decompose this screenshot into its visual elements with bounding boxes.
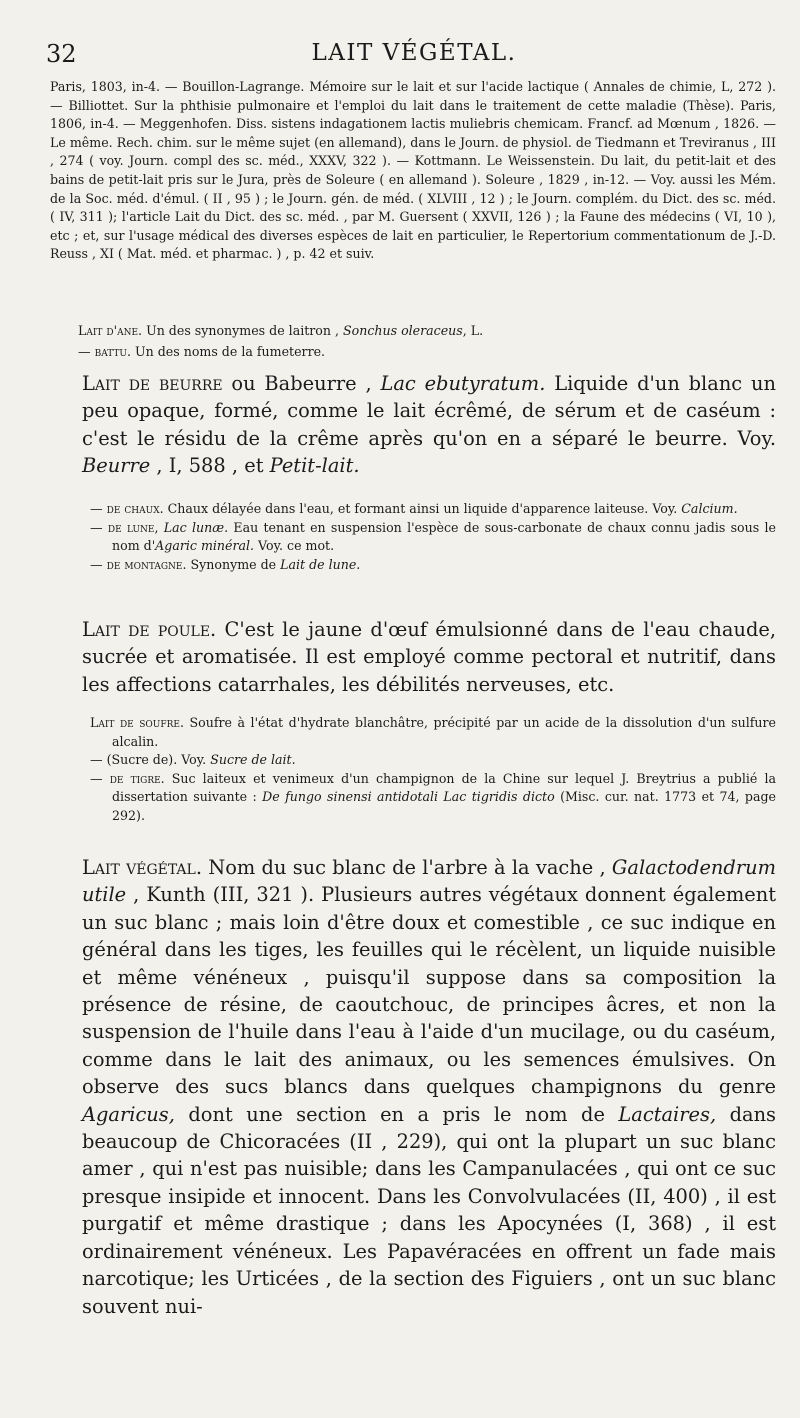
entry-lait-de-soufre: Lait de soufre. Soufre à l'état d'hydrate blanchâtre, précipité par un acide de la dissolution d'un sulfure alcalin. bbox=[90, 715, 776, 749]
entry-de-montagne: — de montagne. Synonyme de Lait de lune. bbox=[90, 556, 361, 572]
entry-battu: — battu. Un des noms de la fumeterre. bbox=[78, 343, 326, 359]
entry-head: Lait de beurre bbox=[82, 372, 223, 395]
page-header bbox=[46, 40, 782, 74]
entry-sucre-de: — (Sucre de). Voy. Sucre de lait. bbox=[90, 752, 296, 768]
bibliography-block bbox=[50, 78, 776, 264]
entry-de-lune: — de lune, Lac lunæ. Eau tenant en suspension l'espèce de sous-carbonate de chaux connu jadis sous le nom d'Agaric minéral. Voy. ce mot. bbox=[90, 519, 776, 554]
entry-head: Lait d'ane. bbox=[78, 323, 143, 338]
entry-head: Lait de poule. bbox=[82, 618, 217, 641]
entry-lait-de-beurre: Lait de beurre ou Babeurre , Lac ebutyratum. Liquide d'un blanc un peu opaque, formé, comme le lait écrêmé, de sérum et de caséum : c'est le résidu de la crême après qu'on en a séparé le beurre. Voy. Beurre , I, 588 , et Petit-lait. bbox=[82, 372, 776, 478]
entry-de-chaux: — de chaux. Chaux délayée dans l'eau, et formant ainsi un liquide d'apparence laiteuse. Voy. Calcium. bbox=[90, 501, 738, 516]
entry-variants-block-1 bbox=[90, 500, 776, 574]
entry-variants-block-2 bbox=[90, 714, 776, 826]
entry-de-tigre: — de tigre. Suc laiteux et venimeux d'un champignon de la Chine sur lequel J. Breytrius a publié la dissertation suivante : De fungo sinensi antidotali Lac tigridis dicto (Misc. cur. nat. 1773 et 74, page 292). bbox=[90, 770, 777, 823]
running-title: LAIT VÉGÉTAL. bbox=[311, 40, 517, 66]
page-number: 32 bbox=[46, 40, 77, 68]
bibliography-text: Paris, 1803, in-4. — Bouillon-Lagrange. Mémoire sur le lait et sur l'acide lactique ( Annales de chimie, L, 272 ). — Billiottet. Sur la phthisie pulmonaire et l'emploi du lait dans le traitement de cette maladie (Thèse). Paris, 1806, in-4. — Meggenhofen. Diss. sistens indagationem lactis muliebris chemicam. Francf. ad Mœnum , 1826. — Le même. Rech. chim. sur le même sujet (en allemand), dans le Journ. de physiol. de Tiedmann et Treviranus , III , 274 ( voy. Journ. compl des sc. méd., XXXV, 322 ). — Kottmann. Le Weissenstein. Du lait, du petit-lait et des bains de petit-lait pris sur le Jura, près de Soleure ( en allemand ). Soleure , 1829 , in-12. — Voy. aussi les Mém. de la Soc. méd. d'émul. ( II , 95 ) ; le Journ. gén. de méd. ( XLVIII , 12 ) ; le Journ. complém. du Dict. des sc. méd. ( IV, 311 ); l'article Lait du Dict. des sc. méd. , par M. Guersent ( XXVII, 126 ) ; la Faune des médecins ( VI, 10 ), etc ; et, sur l'usage médical des diverses espèces de lait en particulier, le Repertorium commentationum de J.-D. Reuss , XI ( Mat. méd. et pharmac. ) , p. 42 et suiv. bbox=[50, 79, 776, 262]
entry-lait-de-poule: Lait de poule. C'est le jaune d'œuf émulsionné dans de l'eau chaude, sucrée et aromatisée. Il est employé comme pectoral et nutritif, dans les affections catarrhales, les débilités nerveuses, etc. bbox=[82, 618, 776, 696]
entry-lait-vegetal: Lait végétal. Nom du suc blanc de l'arbre à la vache , Galactodendrum utile , Kunth (III, 321 ). Plusieurs autres végétaux donnent également un suc blanc ; mais loin d'être doux et comestible , ce suc indique en général dans les tiges, les feuilles qui le récèlent, un liquide nuisible et même vénéneux , puisqu'il suppose dans sa composition la présence de résine, de caoutchouc, de principes âcres, et non la suspension de l'huile dans l'eau à l'aide d'un mucilage, ou du caséum, comme dans le lait des animaux, ou les semences émulsives. On observe des sucs blancs dans quelques champignons du genre Agaricus, dont une section en a pris le nom de Lactaires, dans beaucoup de Chicoracées (II , 229), qui ont la plupart un suc blanc amer , qui n'est pas nuisible; dans les Campanulacées , qui ont ce suc presque insipide et innocent. Dans les Convolvulacées (II, 400) , il est purgatif et même drastique ; dans les Apocynées (I, 368) , il est ordinairement vénéneux. Les Papavéracées en offrent un fade mais narcotique; les Urticées , de la section des Figuiers , ont un suc blanc souvent nui- bbox=[82, 856, 777, 1318]
entry-lait-ane: Lait d'ane. Un des synonymes de laitron , Sonchus oleraceus, L. — battu. Un des noms de la fumeterre. bbox=[78, 322, 776, 361]
entry-head: Lait végétal. bbox=[82, 856, 202, 879]
